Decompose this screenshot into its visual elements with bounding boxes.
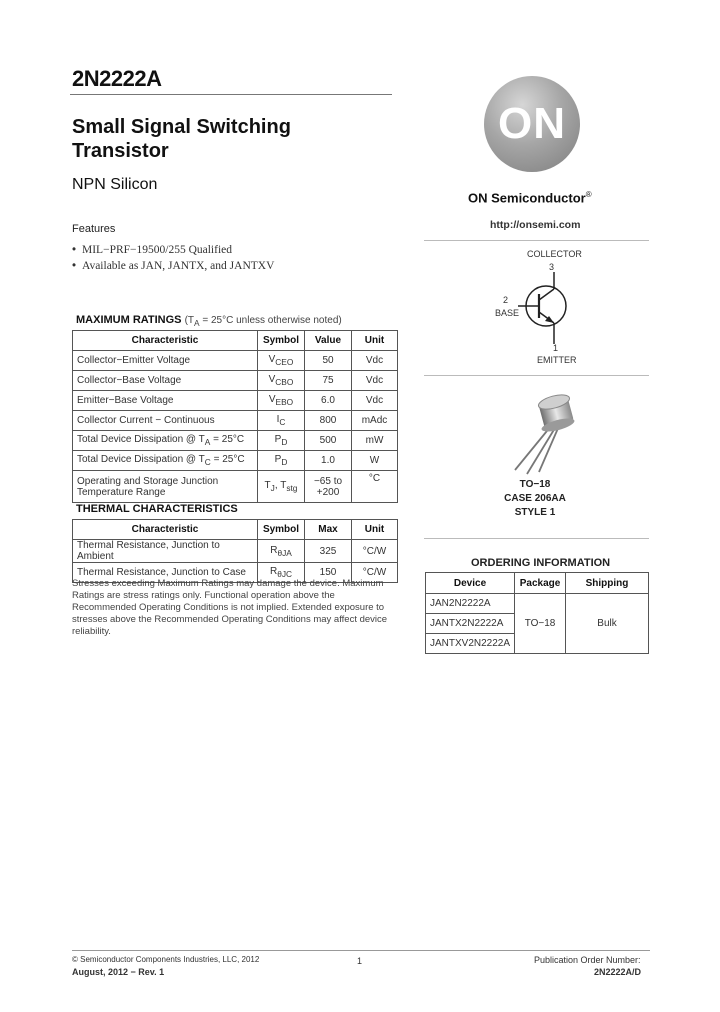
cell-device: JANTXV2N2222A [426,634,515,654]
table-row [73,351,398,371]
publication-label: Publication Order Number: [534,955,641,965]
cell-device: JANTX2N2222A [426,614,515,634]
publication-number: 2N2222A/D [594,967,642,977]
table-header-row [73,331,398,351]
cell-characteristic: Collector−Base Voltage [73,371,258,391]
collector-label: COLLECTOR [527,249,582,259]
cell-value: 500 [305,431,352,451]
cell-unit: °C/W [352,563,398,583]
cell-value: 75 [305,371,352,391]
ordering-table [425,572,649,654]
cell-unit: Vdc [352,371,398,391]
cell-symbol: $R_{\theta JA}$ [258,540,305,563]
table-row [426,594,649,614]
package-style: STYLE 1 [514,507,556,518]
cell-characteristic: Operating and Storage Junction Temperature Range [73,471,258,503]
column-header: Unit [352,520,398,540]
features-list [72,242,274,274]
column-header: Shipping [566,573,649,594]
base-label: BASE [495,308,520,318]
cell-value: −65 to +200 [305,471,352,503]
cell-unit: Vdc [352,391,398,411]
emitter-pin: 1 [553,343,559,353]
max-ratings-condition: ($T_A = 25^\circ C$ unless otherwise noted) [184,315,342,328]
brand-name: ON Semiconductor® [468,190,592,206]
column-header: Max [305,520,352,540]
cell-symbol: $P_D$ [258,431,305,451]
table-header-row [426,573,649,594]
package-case: CASE 206AA [504,493,566,504]
cell-shipping: Bulk [566,594,649,654]
website-link[interactable]: http://onsemi.com [490,219,581,231]
table-row [73,391,398,411]
cell-unit: °C/W [352,540,398,563]
cell-value: 6.0 [305,391,352,411]
column-header: Characteristic [73,520,258,540]
table-row [73,471,398,503]
cell-device: JAN2N2222A [426,594,515,614]
cell-value: 800 [305,411,352,431]
max-ratings-heading [76,314,342,328]
cell-characteristic: Thermal Resistance, Junction to Ambient [73,540,258,563]
cell-characteristic: Emitter−Base Voltage [73,391,258,411]
features-heading: Features [72,223,116,235]
header-divider [70,94,392,95]
cell-unit: Vdc [352,351,398,371]
cell-characteristic: Collector−Emitter Voltage [73,351,258,371]
cell-package: TO−18 [515,594,566,654]
column-header: Symbol [258,520,305,540]
cell-unit: W [352,451,398,471]
cell-symbol: $T_J$, $T_{stg}$ [258,471,305,503]
cell-unit: mW [352,431,398,451]
table-row [73,371,398,391]
table-row [73,411,398,431]
base-pin: 2 [503,295,509,305]
table-row [73,540,398,563]
footer-rule [72,950,650,951]
thermal-table [72,519,398,583]
package-name: TO−18 [519,479,551,490]
column-header: Characteristic [73,331,258,351]
document-subtitle: NPN Silicon [72,176,158,193]
part-number: 2N2222A [72,66,162,91]
cell-symbol: $V_{CEO}$ [258,351,305,371]
table-header-row [73,520,398,540]
max-ratings-title: MAXIMUM RATINGS [76,314,182,326]
column-header: Symbol [258,331,305,351]
column-header: Package [515,573,566,594]
cell-symbol: $P_D$ [258,451,305,471]
package-label [470,478,600,520]
max-ratings-table [72,330,398,503]
cell-value: 325 [305,540,352,563]
cell-unit: °C [352,471,398,503]
cell-unit: mAdc [352,411,398,431]
divider [424,240,649,241]
npn-transistor-symbol [510,272,580,346]
footer-date-rev: August, 2012 − Rev. 1 [72,967,165,977]
thermal-heading: THERMAL CHARACTERISTICS [76,503,238,515]
cell-characteristic: Total Device Dissipation @ $T_C = 25^\circ C$ [73,451,258,471]
table-row [73,431,398,451]
cell-characteristic: Total Device Dissipation @ $T_A = 25^\circ C$ [73,431,258,451]
column-header: Device [426,573,515,594]
page-number: 1 [357,956,363,966]
on-logo[interactable]: ON [484,76,580,172]
feature-item: • MIL−PRF−19500/255 Qualified [72,242,274,258]
cell-symbol: $V_{EBO}$ [258,391,305,411]
divider [424,538,649,539]
cell-value: 1.0 [305,451,352,471]
feature-item: • Available as JAN, JANTX, and JANTXV [72,258,274,274]
cell-characteristic: Collector Current − Continuous [73,411,258,431]
cell-symbol: $V_{CBO}$ [258,371,305,391]
cell-value: 150 [305,563,352,583]
to18-package-image [505,390,595,476]
ordering-heading: ORDERING INFORMATION [471,557,611,569]
footer-copyright: © Semiconductor Components Industries, LLC, 2012 [72,955,260,964]
divider [424,375,649,376]
table-row [73,451,398,471]
cell-symbol: $R_{\theta JC}$ [258,563,305,583]
stress-note: Stresses exceeding Maximum Ratings may damage the device. Maximum Ratings are stress ratings only. Functional operation above the Recommended Operating Conditions is not implied. Extended exposure to stresses above the Recommended Operating Conditions may affect device reliability. [72,578,388,637]
document-title: Small Signal Switching Transistor [72,116,291,162]
collector-pin: 3 [549,262,555,272]
cell-value: 50 [305,351,352,371]
column-header: Value [305,331,352,351]
emitter-label: EMITTER [537,355,577,365]
cell-characteristic: Thermal Resistance, Junction to Case [73,563,258,583]
column-header: Unit [352,331,398,351]
cell-symbol: $I_C$ [258,411,305,431]
